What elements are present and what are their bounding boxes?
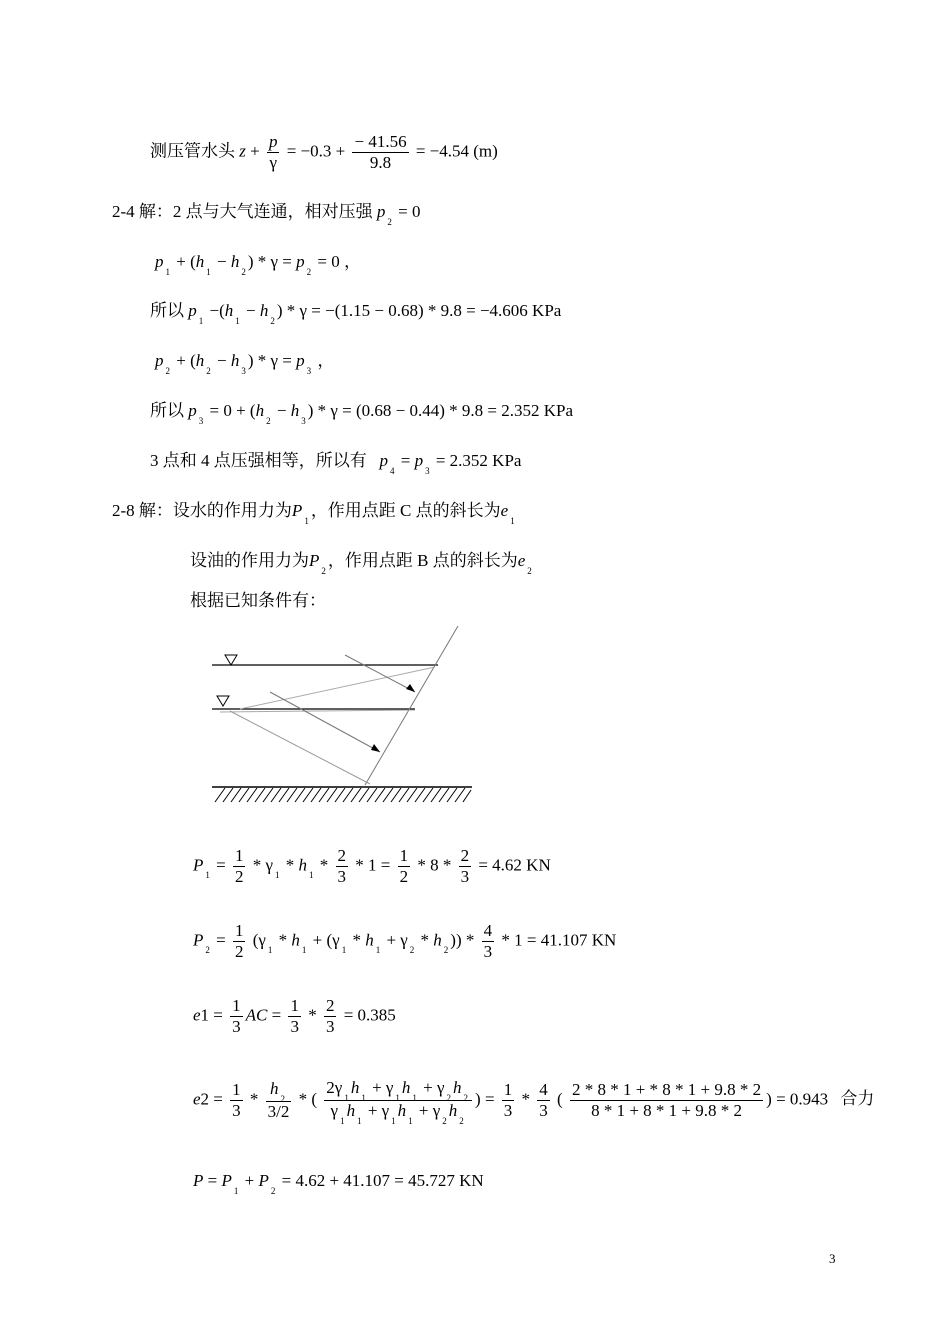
label-resultant: 合力: [840, 1089, 875, 1109]
known-conditions-label: 根据已知条件有：: [190, 591, 326, 610]
fraction-41-56: $\frac{- 41.56}{9.8}$: [354, 132, 407, 172]
eq-p2-force: $P_2$ = $\frac{1}{2}$ $(\gamma_1 * h_1 + (\gamma_1 * h_1 + \gamma_2 * h_2))$ * $\frac{4}{3}$ * 1 = 41.107 KN: [193, 921, 617, 961]
eq-p4-equal-p3: 3 点和 4 点压强相等，所以有 $p_4 = p_3 = 2.352$ KPa: [150, 451, 522, 476]
problem-2-8-heading: 2-8 解：设水的作用力为$P_1$，作用点距 C 点的斜长为$e_1$: [112, 501, 515, 526]
eq-p1-force: $P_1$ = $\frac{1}{2}$ * $\gamma_1 * h_1$ * $\frac{2}{3}$ * 1 = $\frac{1}{2}$ * 8 * $\frac{2}{3}$ = 4.62 KN: [193, 846, 551, 886]
eq-e1: e1 = $\frac{1}{3}$ AC = $\frac{1}{3}$ * $\frac{2}{3}$ = 0.385: [193, 996, 396, 1036]
problem-2-4-heading: 2-4 解：2 点与大气连通，相对压强 $p_2 = 0$: [112, 202, 421, 227]
eq-piezometric-head: 测压管水头 z + $\frac{p}{\gamma}$ = −0.3 + $\frac{- 41.56}{9.8}$ = −4.54 (m): [150, 132, 498, 172]
eq-p1-relation: $p_1 + (h_1 - h_2) * \gamma = p_2 = 0$ ，: [155, 252, 361, 277]
page-number: 3: [829, 1251, 836, 1266]
label-piezometric-head: 测压管水头: [150, 141, 235, 161]
force-arrow-lower: [270, 692, 380, 752]
arrow-head-lower: [371, 744, 380, 752]
inclined-wall-diagram: [210, 622, 480, 812]
ground-hatching: [215, 788, 471, 802]
eq-e2: e2 = $\frac{1}{3}$ * $\frac{h_2}{3/2}$ * ( $\frac{2\gamma_1h_1 + \gamma_1h_1 + \gamma_2h_2}{\gamma_1h_1 + \gamma_1h_1 + \gamma_2h_2}$ ) = $\frac{1}{3}$ * $\frac{4}{3}$ ( $\frac{2 * 8 * 1 + * 8 * 1 + 9.8 * 2}{8 * 1 + 8 * 1 + 9.8 * 2}$ ) = 0.943 合力: [193, 1078, 875, 1126]
free-surface-marker-lower: [217, 696, 229, 706]
inclined-wall: [365, 626, 458, 785]
eq-p3-result: 所以 $p_3 = 0 + (h_2 - h_3) * \gamma = (0.68 - 0.44) * 9.8 = 2.352$ KPa: [150, 401, 573, 426]
oil-force-definition: 设油的作用力为$P_2$，作用点距 B 点的斜长为$e_2$: [190, 551, 532, 576]
eq-total-force: $P = P_1 + P_2 = 4.62 + 41.107 = 45.727$ KN: [193, 1171, 484, 1196]
pressure-line-3: [230, 711, 370, 784]
pressure-line-2: [220, 710, 415, 712]
free-surface-marker-upper: [225, 655, 237, 665]
pressure-line-1: [240, 667, 435, 709]
eq-p1-result: 所以 $p_1 -(h_1 - h_2) * \gamma = -(1.15 - 0.68) * 9.8 = -4.606$ KPa: [150, 301, 562, 326]
arrow-head-upper: [406, 684, 415, 692]
eq-p3-relation: $p_2 + (h_2 - h_3) * \gamma = p_3$ ，: [155, 351, 335, 376]
fraction-p-gamma: $\frac{p}{\gamma}$: [268, 132, 278, 172]
